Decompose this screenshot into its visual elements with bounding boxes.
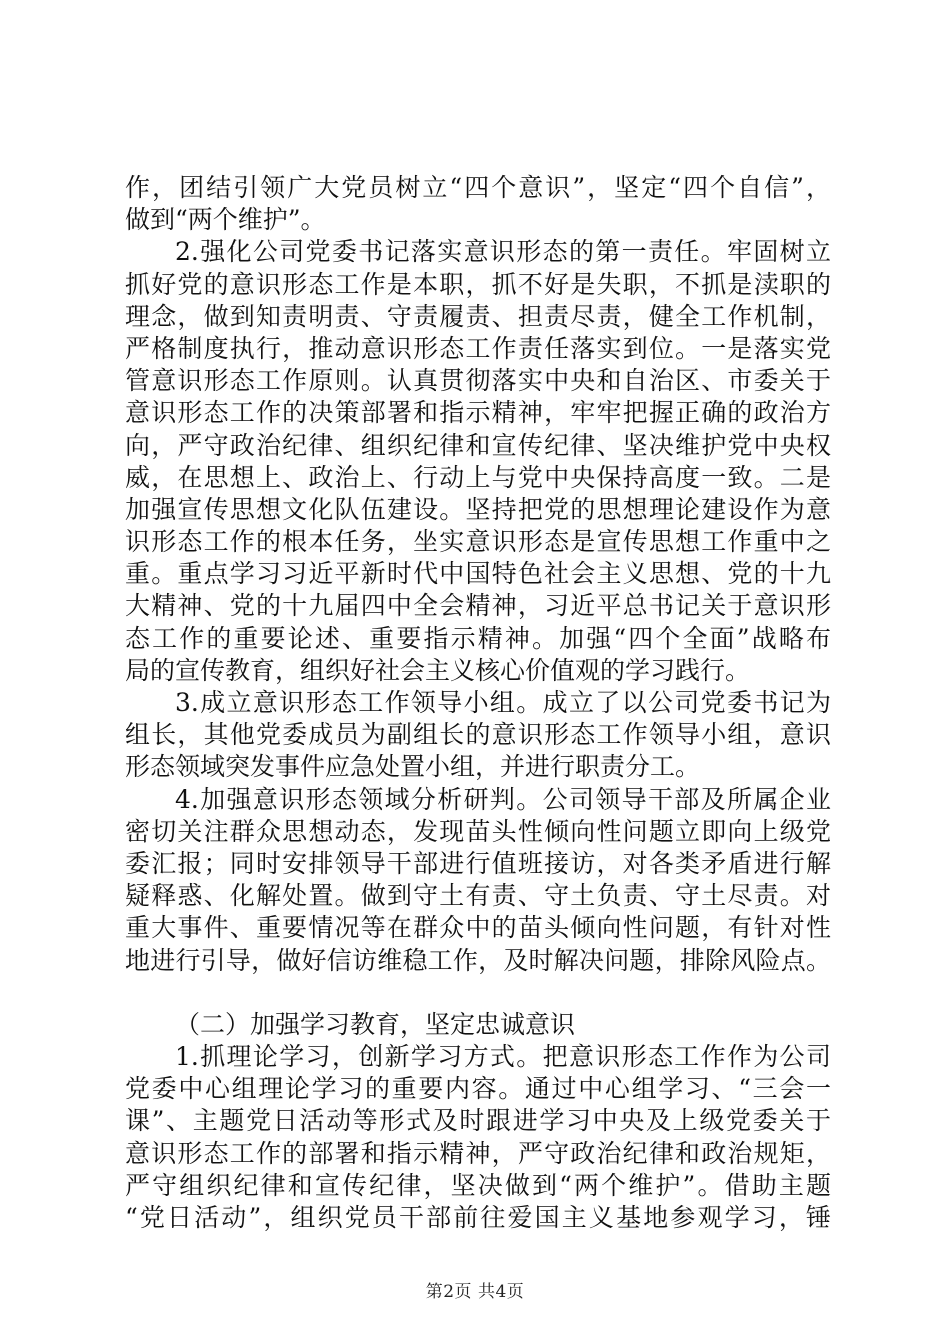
text-line: 组长，其他党委成员为副组长的意识形态工作领导小组，意识 — [125, 720, 831, 750]
text-line: 密切关注群众思想动态，发现苗头性倾向性问题立即向上级党 — [125, 816, 831, 846]
page-footer — [0, 1277, 950, 1302]
text-line: 态工作的重要论述、重要指示精神。加强“四个全面”战略布 — [125, 623, 831, 653]
text-line: 局的宣传教育，组织好社会主义核心价值观的学习践行。 — [125, 655, 751, 685]
paragraph-start-line: 1.抓理论学习，创新学习方式。把意识形态工作作为公司 — [175, 1042, 831, 1072]
text-line: 严守组织纪律和宣传纪律，坚决做到“两个维护”。借助主题 — [125, 1170, 831, 1200]
text-line: 作，团结引领广大党员树立“四个意识”，坚定“四个自信”， — [125, 173, 831, 202]
paragraph-start-line: 2.强化公司党委书记落实意识形态的第一责任。牢固树立 — [175, 237, 831, 267]
text-line: 课”、主题党日活动等形式及时跟进学习中央及上级党委关于 — [125, 1106, 831, 1136]
blank-line — [125, 977, 831, 1009]
paragraph-start-line: 4.加强意识形态领域分析研判。公司领导干部及所属企业 — [175, 784, 831, 814]
text-line: 管意识形态工作原则。认真贯彻落实中央和自治区、市委关于 — [125, 366, 831, 396]
body-text — [125, 172, 831, 1234]
text-line: “党日活动”，组织党员干部前往爱国主义基地参观学习，锤 — [125, 1203, 831, 1232]
text-line: 威，在思想上、政治上、行动上与党中央保持高度一致。二是 — [125, 462, 831, 492]
text-line: 识形态工作的根本任务，坐实意识形态是宣传思想工作重中之 — [125, 527, 831, 557]
text-line: 严格制度执行，推动意识形态工作责任落实到位。一是落实党 — [125, 333, 831, 363]
text-line: 做到“两个维护”。 — [125, 205, 326, 235]
text-line: 意识形态工作的决策部署和指示精神，牢牢把握正确的政治方 — [125, 398, 831, 428]
text-line: 党委中心组理论学习的重要内容。通过中心组学习、“三会一 — [125, 1074, 831, 1104]
text-line: 理念，做到知责明责、守责履责、担责尽责，健全工作机制， — [125, 301, 831, 331]
text-line: 疑释惑、化解处置。做到守土有责、守土负责、守土尽责。对 — [125, 881, 831, 911]
section-heading: （二）加强学习教育，坚定忠诚意识 — [175, 1009, 576, 1039]
text-line: 重大事件、重要情况等在群众中的苗头倾向性问题，有针对性 — [125, 913, 831, 943]
text-line: 委汇报；同时安排领导干部进行值班接访，对各类矛盾进行解 — [125, 848, 831, 878]
text-line: 重。重点学习习近平新时代中国特色社会主义思想、党的十九 — [125, 559, 831, 589]
text-line: 形态领域突发事件应急处置小组，并进行职责分工。 — [125, 752, 701, 782]
text-line: 地进行引导，做好信访维稳工作，及时解决问题，排除风险点。 — [125, 945, 831, 975]
text-line: 意识形态工作的部署和指示精神，严守政治纪律和政治规矩， — [125, 1138, 831, 1168]
page-number-label: 第2页 共4页 — [425, 1282, 525, 1302]
text-line: 抓好党的意识形态工作是本职，抓不好是失职，不抓是渎职的 — [125, 269, 831, 299]
text-line: 加强宣传思想文化队伍建设。坚持把党的思想理论建设作为意 — [125, 494, 831, 524]
text-line: 大精神、党的十九届四中全会精神，习近平总书记关于意识形 — [125, 591, 831, 621]
text-line: 向，严守政治纪律、组织纪律和宣传纪律、坚决维护党中央权 — [125, 430, 831, 460]
paragraph-start-line: 3.成立意识形态工作领导小组。成立了以公司党委书记为 — [175, 688, 831, 717]
